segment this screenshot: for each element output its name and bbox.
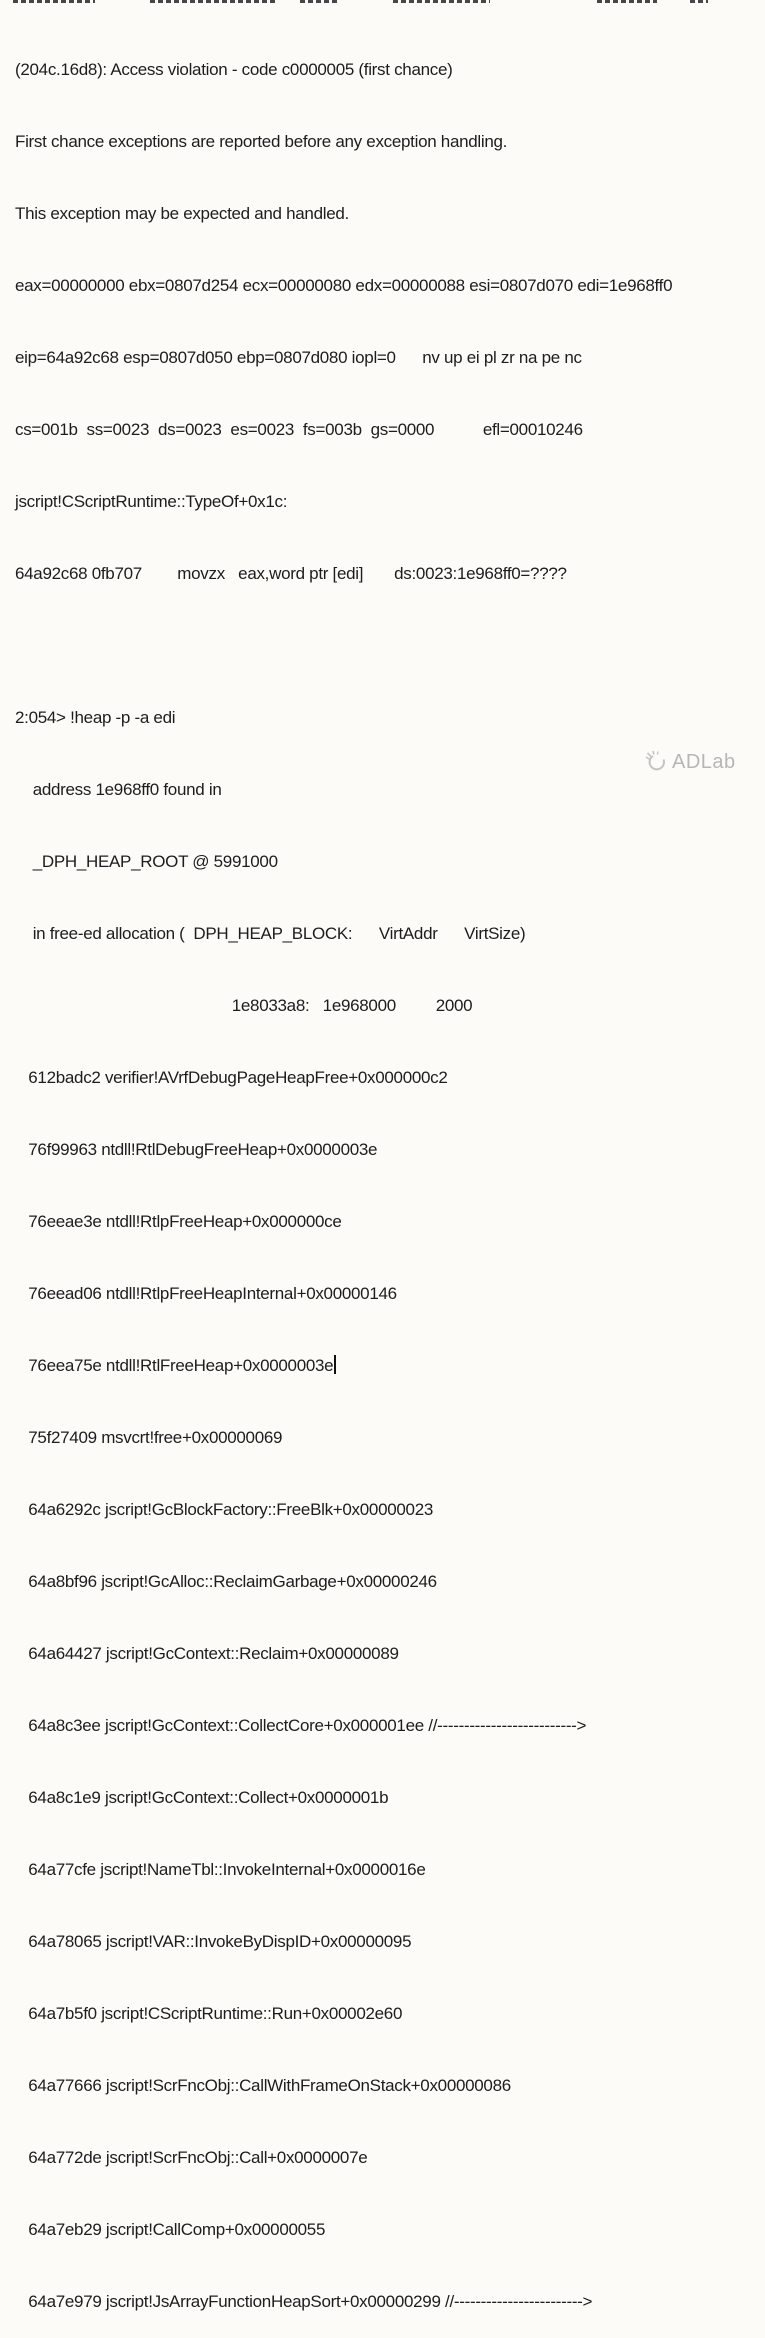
stack-frame: 64a7eb29 jscript!CallComp+0x00000055 (15, 2220, 326, 2239)
heap-block-values: 1e8033a8: 1e968000 2000 (15, 996, 473, 1015)
stack-frame: 64a77666 jscript!ScrFncObj::CallWithFrameOnStack+0x00000086 (15, 2076, 511, 2095)
sun-swirl-icon (644, 750, 668, 774)
watermark-label: ADLab (672, 750, 736, 773)
stack-frame-annotated: 64a7e979 jscript!JsArrayFunctionHeapSort+0x00000299 //------------------------> (15, 2292, 593, 2311)
stack-frame: 64a772de jscript!ScrFncObj::Call+0x0000007e (15, 2148, 368, 2167)
registers-row: eip=64a92c68 esp=0807d050 ebp=0807d080 iopl=0 nv up ei pl zr na pe nc (15, 348, 582, 367)
exception-note: First chance exceptions are reported before any exception handling. (15, 132, 508, 151)
stack-frame: 64a8c1e9 jscript!GcContext::Collect+0x0000001b (15, 1788, 389, 1807)
exception-header: (204c.16d8): Access violation - code c0000005 (first chance) (15, 60, 453, 79)
stack-frame: 76f99963 ntdll!RtlDebugFreeHeap+0x0000003e (15, 1140, 378, 1159)
segment-registers-row: cs=001b ss=0023 ds=0023 es=0023 fs=003b gs=0000 efl=00010246 (15, 420, 583, 439)
stack-frame: 64a78065 jscript!VAR::InvokeByDispID+0x00000095 (15, 1932, 412, 1951)
stack-frame: 76eeae3e ntdll!RtlpFreeHeap+0x000000ce (15, 1212, 342, 1231)
stack-frame: 75f27409 msvcrt!free+0x00000069 (15, 1428, 283, 1447)
stack-frame: 76eead06 ntdll!RtlpFreeHeapInternal+0x00000146 (15, 1284, 397, 1303)
stack-frame-text: 76eea75e ntdll!RtlFreeHeap+0x0000003e (15, 1356, 334, 1375)
stack-frame: 64a8bf96 jscript!GcAlloc::ReclaimGarbage+0x00000246 (15, 1572, 437, 1591)
stack-frame-annotated: 64a8c3ee jscript!GcContext::CollectCore+0x000001ee //--------------------------> (15, 1716, 587, 1735)
faulting-symbol: jscript!CScriptRuntime::TypeOf+0x1c: (15, 492, 288, 511)
heap-block-header: in free-ed allocation ( DPH_HEAP_BLOCK: VirtAddr VirtSize) (15, 924, 526, 943)
cropped-line-fragment (0, 0, 765, 4)
stack-frame: 64a64427 jscript!GcContext::Reclaim+0x00000089 (15, 1644, 399, 1663)
heap-address-line: address 1e968ff0 found in (15, 780, 222, 799)
command-prompt-line: 2:054> !heap -p -a edi (15, 708, 176, 727)
text-cursor (334, 1355, 336, 1374)
blank-line (15, 634, 765, 658)
adlab-watermark (644, 750, 736, 774)
stack-frame: 64a77cfe jscript!NameTbl::InvokeInternal+0x0000016e (15, 1860, 426, 1879)
stack-frame: 64a6292c jscript!GcBlockFactory::FreeBlk+0x00000023 (15, 1500, 433, 1519)
heap-root-line: _DPH_HEAP_ROOT @ 5991000 (15, 852, 278, 871)
stack-frame: 612badc2 verifier!AVrfDebugPageHeapFree+0x000000c2 (15, 1068, 448, 1087)
debugger-console-output (15, 10, 765, 2338)
registers-row: eax=00000000 ebx=0807d254 ecx=00000080 edx=00000088 esi=0807d070 edi=1e968ff0 (15, 276, 673, 295)
stack-frame: 64a7b5f0 jscript!CScriptRuntime::Run+0x00002e60 (15, 2004, 403, 2023)
stack-frame (15, 1354, 765, 1378)
disassembly-line: 64a92c68 0fb707 movzx eax,word ptr [edi] ds:0023:1e968ff0=???? (15, 564, 567, 583)
exception-note: This exception may be expected and handled. (15, 204, 349, 223)
